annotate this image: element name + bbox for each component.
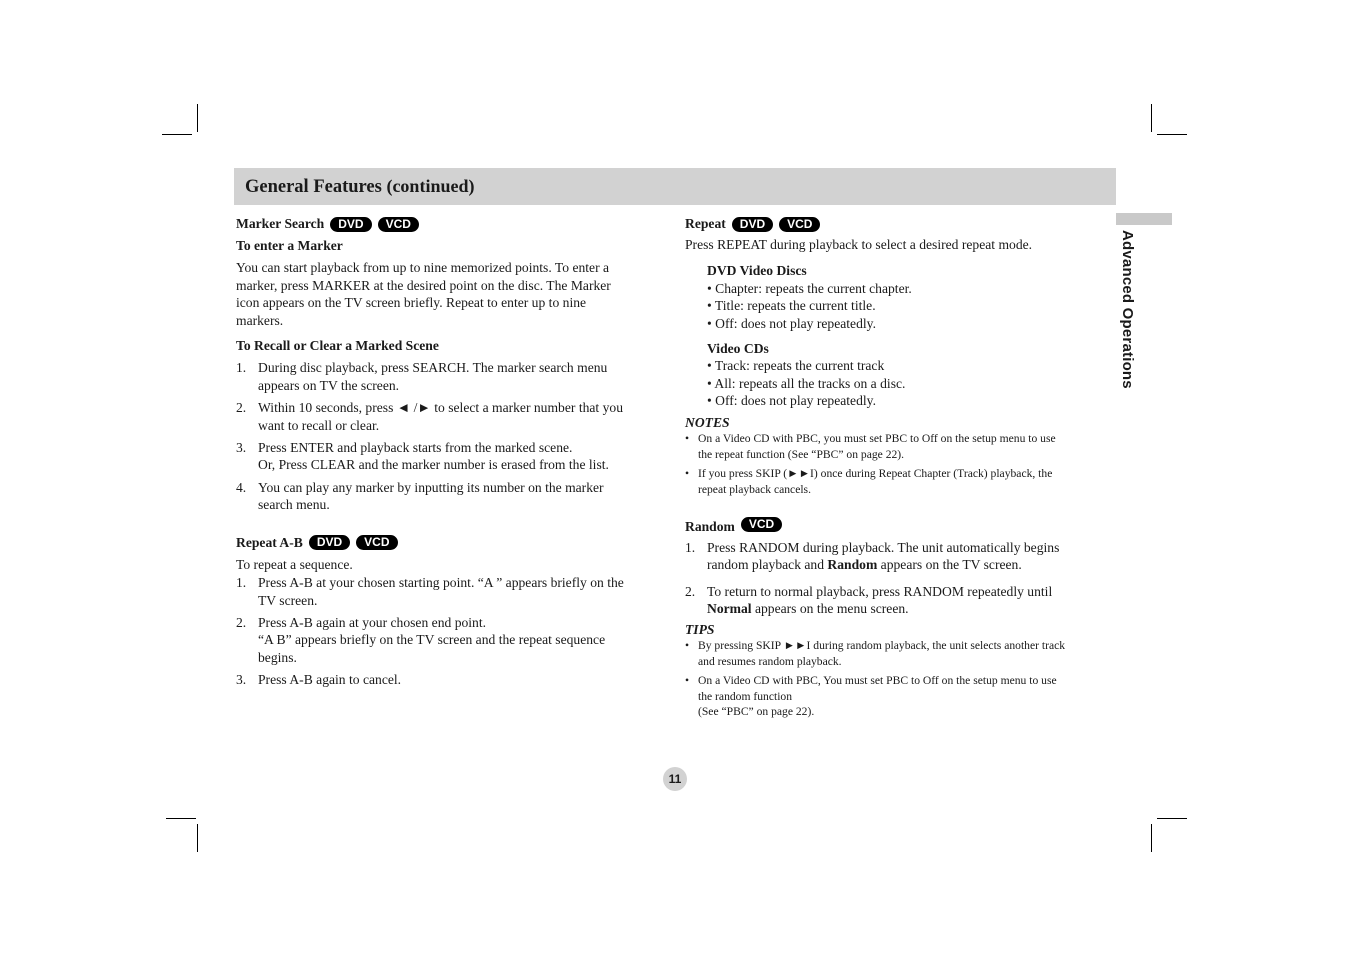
step-number: 2. <box>236 614 247 630</box>
tip-line: and resumes random playback. <box>698 654 842 668</box>
page-title <box>245 176 474 198</box>
paragraph-line: icon appears on the TV screen briefly. Repeat to enter up to nine <box>236 295 587 311</box>
video-cds-heading: Video CDs <box>707 341 769 357</box>
note-line: On a Video CD with PBC, you must set PBC to Off on the setup menu to use <box>698 432 1056 446</box>
list-item <box>236 479 656 514</box>
section-header-bar <box>234 168 1116 205</box>
step-line: During disc playback, press SEARCH. The marker search menu <box>258 360 608 376</box>
step-number: 4. <box>236 479 247 495</box>
chapter-side-label: Advanced Operations <box>1119 230 1136 389</box>
step-line: You can play any marker by inputting its number on the marker <box>258 479 604 495</box>
crop-mark <box>197 824 198 852</box>
step-line: begins. <box>258 649 297 665</box>
vcd-badge: VCD <box>779 217 820 232</box>
list-item <box>236 359 656 394</box>
paragraph-line: You can start playback from up to nine memorized points. To enter a <box>236 260 610 276</box>
tip-line: By pressing SKIP ►►I during random playback, the unit selects another track <box>698 639 1066 653</box>
list-item <box>236 399 656 434</box>
paragraph-line: markers. <box>236 312 284 328</box>
dvd-video-discs-heading: DVD Video Discs <box>707 263 807 279</box>
step-number: 2. <box>685 583 696 599</box>
list-item <box>236 439 656 474</box>
random-title: Random <box>685 519 735 535</box>
crop-mark <box>162 134 192 135</box>
list-item: • Off: does not play repeatedly. <box>707 393 876 409</box>
step-line: Press ENTER and playback starts from the marked scene. <box>258 440 573 456</box>
list-item: • Off: does not play repeatedly. <box>707 315 876 331</box>
crop-mark <box>197 104 198 132</box>
vcd-badge: VCD <box>741 517 782 532</box>
tip-line: the random function <box>698 689 793 703</box>
list-item <box>236 574 656 609</box>
list-item <box>685 431 1110 462</box>
list-item: • All: repeats all the tracks on a disc. <box>707 375 906 391</box>
enter-marker-heading: To enter a Marker <box>236 238 343 253</box>
step-line: Press A-B again at your chosen end point. <box>258 614 487 630</box>
side-tab-marker <box>1116 213 1172 225</box>
crop-mark <box>1151 104 1152 132</box>
dvd-badge: DVD <box>330 217 371 232</box>
bullet-dot: • <box>685 639 690 653</box>
repeat-ab-title: Repeat A-B <box>236 534 303 550</box>
step-line: search menu. <box>258 497 330 513</box>
list-item: • Title: repeats the current title. <box>707 298 876 314</box>
repeat-heading <box>685 214 1110 234</box>
step-line: Or, Press CLEAR and the marker number is erased from the list. <box>258 457 609 473</box>
crop-mark <box>1157 134 1187 135</box>
list-item: • Track: repeats the current track <box>707 358 885 374</box>
random-heading <box>685 517 1110 537</box>
list-item <box>236 614 656 666</box>
list-item <box>236 671 656 688</box>
repeat-ab-intro: To repeat a sequence. <box>236 556 353 572</box>
recall-marker-heading: To Recall or Clear a Marked Scene <box>236 338 439 354</box>
page-number: 11 <box>663 767 687 791</box>
step-line: Within 10 seconds, press ◄ /► to select a marker number that you <box>258 400 623 416</box>
step-text: appears on the menu screen. <box>751 601 909 617</box>
list-item <box>685 673 1110 720</box>
step-number: 2. <box>236 400 247 416</box>
repeat-title: Repeat <box>685 216 726 232</box>
list-item <box>685 539 1110 574</box>
dvd-repeat-modes-list <box>707 280 1110 332</box>
step-line: “A B” appears briefly on the TV screen and the repeat sequence <box>258 632 606 648</box>
crop-mark <box>1151 824 1152 852</box>
vcd-repeat-modes-list <box>707 357 1110 409</box>
paragraph-line: marker, press MARKER at the desired point on the disc. The Marker <box>236 277 611 293</box>
step-number: 1. <box>236 360 247 376</box>
bullet-dot: • <box>685 674 690 688</box>
tips-list <box>685 638 1110 720</box>
step-line: appears on TV the screen. <box>258 377 400 393</box>
normal-emphasis: Normal <box>707 601 752 617</box>
step-number: 3. <box>236 672 247 688</box>
repeat-ab-steps-list <box>236 574 656 688</box>
step-text: appears on the TV screen. <box>877 557 1022 573</box>
right-column <box>685 214 1110 720</box>
bullet-dot: • <box>685 467 690 481</box>
step-line: Press RANDOM during playback. The unit automatically begins <box>707 540 1060 556</box>
step-line <box>707 600 1110 617</box>
dvd-video-discs-block <box>685 262 1110 409</box>
marker-search-title: Marker Search <box>236 216 325 232</box>
crop-mark <box>1157 818 1187 819</box>
note-line: the repeat function (See “PBC” on page 22). <box>698 447 905 461</box>
list-item: • Chapter: repeats the current chapter. <box>707 280 912 296</box>
dvd-badge: DVD <box>309 535 350 550</box>
random-emphasis: Random <box>827 557 878 573</box>
list-item <box>685 583 1110 618</box>
list-item <box>685 638 1110 669</box>
step-line <box>707 556 1110 573</box>
bullet-dot: • <box>685 432 690 446</box>
step-text: random playback and <box>707 557 828 573</box>
step-line: TV screen. <box>258 592 318 608</box>
recall-steps-list <box>236 359 656 513</box>
crop-mark <box>166 818 196 819</box>
step-line: Press A-B at your chosen starting point. “A ” appears briefly on the <box>258 575 624 591</box>
step-number: 3. <box>236 440 247 456</box>
marker-search-heading <box>236 214 656 234</box>
note-line: If you press SKIP (►►I) once during Repeat Chapter (Track) playback, the <box>698 467 1053 481</box>
enter-marker-paragraph <box>236 259 656 329</box>
step-line: want to recall or clear. <box>258 417 380 433</box>
step-number: 1. <box>236 575 247 591</box>
vcd-badge: VCD <box>378 217 419 232</box>
random-steps-list <box>685 539 1110 618</box>
header-title-main: General Features <box>245 177 382 197</box>
notes-list <box>685 431 1110 497</box>
repeat-ab-heading <box>236 533 656 553</box>
left-column <box>236 214 656 689</box>
header-title-continued: (continued) <box>386 176 475 196</box>
list-item <box>685 466 1110 497</box>
vcd-badge: VCD <box>356 535 397 550</box>
tip-line: On a Video CD with PBC, You must set PBC to Off on the setup menu to use <box>698 674 1057 688</box>
tips-heading: TIPS <box>685 621 715 637</box>
notes-heading: NOTES <box>685 414 730 430</box>
dvd-badge: DVD <box>732 217 773 232</box>
repeat-intro: Press REPEAT during playback to select a desired repeat mode. <box>685 237 1033 252</box>
note-line: repeat playback cancels. <box>698 482 811 496</box>
step-number: 1. <box>685 540 696 556</box>
tip-line: (See “PBC” on page 22). <box>698 705 815 719</box>
step-line: To return to normal playback, press RANDOM repeatedly until <box>707 583 1053 599</box>
step-line: Press A-B again to cancel. <box>258 672 402 688</box>
